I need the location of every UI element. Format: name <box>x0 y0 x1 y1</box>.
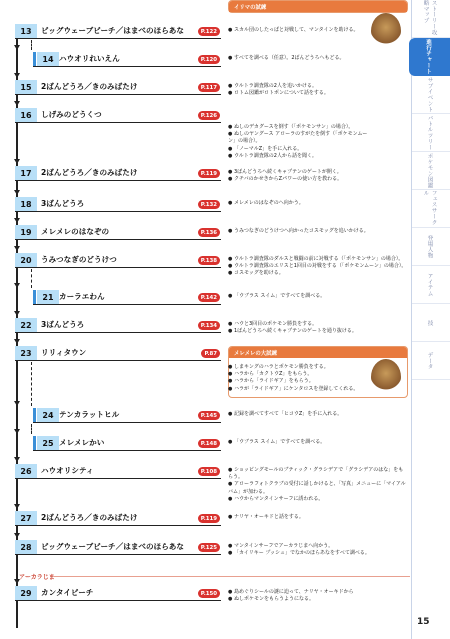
step-notes <box>228 439 408 446</box>
step-location: メレメレのはなぞの <box>41 227 110 236</box>
flow-arrow-icon <box>14 190 20 195</box>
flow-arrow-icon <box>14 401 20 406</box>
step-header <box>15 511 221 526</box>
step-note: ● 1ばんどうろへ続くキャプテンのゲートを通り抜ける。 <box>228 328 408 335</box>
pokemon-illustration <box>371 359 401 395</box>
flow-arrow-icon <box>14 246 20 251</box>
step-number <box>33 52 36 66</box>
page-ref-badge[interactable]: P.120 <box>198 55 220 64</box>
tab-characters[interactable]: 登場人物 <box>412 228 450 266</box>
flow-arrow-icon <box>14 429 20 434</box>
step-notes <box>228 467 408 503</box>
page-ref-badge[interactable]: P.119 <box>198 514 220 523</box>
flow-arrow-icon <box>14 101 20 106</box>
step-location: 3ばんどうろ <box>41 199 85 208</box>
step-header <box>15 346 221 361</box>
tab-items[interactable]: アイテム <box>412 266 450 304</box>
step-notes <box>228 83 408 97</box>
flow-arrow-icon <box>14 73 20 78</box>
flow-arrow-icon <box>14 339 20 344</box>
step-notes <box>228 514 408 521</box>
step-number-badge: 25 <box>37 436 59 450</box>
flow-arrow-icon <box>14 311 20 316</box>
step-header <box>33 52 221 67</box>
page-ref-badge[interactable]: P.87 <box>201 349 220 358</box>
step-location: テンカラットヒル <box>59 410 120 419</box>
step-number-badge: 21 <box>37 290 59 304</box>
flow-arrow-icon <box>14 283 20 288</box>
step-note: ● マンタインサーフでアーカラじまへ向かう。 <box>228 543 408 550</box>
page-ref-badge[interactable]: P.108 <box>198 467 220 476</box>
step-notes <box>228 293 408 300</box>
step-number-badge: 24 <box>37 408 59 422</box>
step-note: ● ぬしのデカグースを倒す（「ポケモンサン」の場合）。 <box>228 124 368 131</box>
page-ref-badge[interactable]: P.145 <box>198 411 220 420</box>
page-ref-badge[interactable]: P.148 <box>198 439 220 448</box>
page-ref-badge[interactable]: P.126 <box>198 111 220 120</box>
step-note: ● ロトム図鑑がロトポンについて話をする。 <box>228 90 408 97</box>
tab-moves[interactable]: 技 <box>412 304 450 342</box>
step-note: ● ハウからマンタインサーフに誘われる。 <box>228 496 408 503</box>
trial-box-title: メレメレの大試練 <box>229 347 407 358</box>
step-location: 2ばんどうろ／きのみばたけ <box>41 168 138 177</box>
step-location: ハウオリれいえん <box>59 54 120 63</box>
page-ref-badge[interactable]: P.136 <box>198 228 220 237</box>
step-location: リリィタウン <box>41 348 87 357</box>
step-notes <box>228 256 408 278</box>
step-number <box>33 290 36 304</box>
step-note: ● ハラから「カクトウZ」をもらう。 <box>228 371 368 378</box>
step-number-badge: 29 <box>15 586 37 600</box>
step-note: ● 「カイリキー プッシュ」でなかのほらあなをすべて調べる。 <box>228 550 408 557</box>
branch-dash-line <box>31 40 33 50</box>
step-header <box>33 290 221 305</box>
step-note: ● ウルトラ調査隊の2人から話を聞く。 <box>228 153 368 160</box>
step-header <box>15 253 221 268</box>
step-header <box>15 80 221 95</box>
step-note: ● ウルトラ調査隊のダルスと戦闘の前に対戦する（「ポケモンサン」の場合）。 <box>228 256 408 263</box>
step-note: ● 記録を調べてすべて「ヒコウZ」を手に入れる。 <box>228 411 408 418</box>
step-notes <box>228 169 408 183</box>
step-header <box>15 108 221 123</box>
step-notes <box>228 200 408 207</box>
step-location: 3ばんどうろ <box>41 320 85 329</box>
step-location: うみつなぎのどうけつ <box>41 255 117 264</box>
step-location: ビッグウェーブビーチ／はまべのほらあな <box>41 542 184 551</box>
step-number-badge: 20 <box>15 253 37 267</box>
step-notes <box>228 228 408 235</box>
step-number-badge: 27 <box>15 511 37 525</box>
step-notes <box>228 124 368 160</box>
step-notes <box>228 543 408 557</box>
step-location: メレメレかい <box>59 438 105 447</box>
trial-box-title: イリマの試練 <box>229 1 407 12</box>
step-note: ● コスモッグを助ける。 <box>228 270 408 277</box>
step-note: ● アローラフォトクラブの受付に話しかけると、「写真」メニューに「マイアルバム」が加わる。 <box>228 481 408 495</box>
branch-dash-line <box>31 424 33 434</box>
chapter-label: アーカラじま <box>19 574 55 581</box>
branch-dash-line <box>31 362 33 406</box>
page-ref-badge[interactable]: P.119 <box>198 169 220 178</box>
step-header <box>15 540 221 555</box>
page-ref-badge[interactable]: P.150 <box>198 589 220 598</box>
step-note: ● ぬしのヤングース アローラのすがたを倒す（「ポケモンムーン」の場合）。 <box>228 131 368 145</box>
chapter-divider <box>54 576 410 577</box>
page-ref-badge[interactable]: P.125 <box>198 543 220 552</box>
step-header <box>33 436 221 451</box>
step-number-badge: 18 <box>15 197 37 211</box>
step-header <box>15 24 221 39</box>
step-note: ● しまキングのハラとポケモン勝負をする。 <box>228 364 368 371</box>
step-note: ● クチバのかせきからZパワーの使い方を教わる。 <box>228 176 408 183</box>
step-number-badge: 16 <box>15 108 37 122</box>
step-number-badge: 23 <box>15 346 37 360</box>
step-note: ● ナリヤ・オーキドと話をする。 <box>228 514 408 521</box>
pokemon-illustration <box>371 13 401 49</box>
step-note: ● ショッピングモールのブティック・グラシデアで「グラシデアのはな」をもらう。 <box>228 467 408 481</box>
step-number-badge: 28 <box>15 540 37 554</box>
step-notes <box>228 321 408 335</box>
step-number-badge: 26 <box>15 464 37 478</box>
step-note: ● 3ばんどうろへ続くキャプテンのゲートが開く。 <box>228 169 408 176</box>
step-location: 2ばんどうろ／きのみばたけ <box>41 82 138 91</box>
tab-progress-chart[interactable]: 進行チャート <box>409 38 450 76</box>
step-note: ● ウルトラ調査隊のエリスと1回目の対戦をする（「ポケモンムーン」の場合）。 <box>228 263 408 270</box>
step-note: ● うみつなぎのどうけつへ向かったコスモッグを追いかける。 <box>228 228 408 235</box>
flow-arrow-icon <box>14 533 20 538</box>
step-header <box>15 166 221 181</box>
page-ref-badge[interactable]: P.132 <box>198 200 220 209</box>
step-note: ● ウルトラ調査隊の2人を追いかける。 <box>228 83 408 90</box>
step-note: ● 「ウブラス スイム」ですべてを調べる。 <box>228 293 408 300</box>
step-header <box>15 197 221 212</box>
flow-arrow-icon <box>14 45 20 50</box>
page-ref-badge[interactable]: P.142 <box>198 293 220 302</box>
step-note: ● すべてを調べる（任意）。2ばんどうろへもどる。 <box>228 55 408 62</box>
page-ref-badge[interactable]: P.138 <box>198 256 220 265</box>
step-location: しげみのどうくつ <box>41 110 102 119</box>
tab-festival-plaza[interactable]: フェスサークル <box>412 190 450 228</box>
step-note: ● ハラが「ライドギア」にケンタロスを登録してくれる。 <box>228 386 368 393</box>
page-ref-badge[interactable]: P.117 <box>198 83 220 92</box>
step-number-badge: 22 <box>15 318 37 332</box>
step-header <box>15 586 221 601</box>
tab-sub-events[interactable]: サブイベント <box>412 76 450 114</box>
step-number-badge: 15 <box>15 80 37 94</box>
step-header <box>15 464 221 479</box>
step-notes <box>228 55 408 62</box>
step-header <box>33 408 221 423</box>
step-note: ● 「ウブラス スイム」ですべてを調べる。 <box>228 439 408 446</box>
step-notes <box>228 364 368 393</box>
flow-arrow-icon <box>14 218 20 223</box>
step-note: ● ハウと3回目のポケモン勝負をする。 <box>228 321 408 328</box>
step-number-badge: 13 <box>15 24 37 38</box>
step-number-badge: 19 <box>15 225 37 239</box>
step-note: ● 「ノーマルZ」を手に入れる。 <box>228 146 368 153</box>
step-location: 2ばんどうろ／きのみばたけ <box>41 513 138 522</box>
step-number-badge: 17 <box>15 166 37 180</box>
step-note: ● スカル団のしたっぱと対戦して、マンタインを助ける。 <box>228 27 408 34</box>
tab-story-map[interactable]: ストーリー攻略マップ <box>412 0 450 38</box>
flow-arrow-icon <box>14 504 20 509</box>
step-location: ハウオリシティ <box>41 466 94 475</box>
trial-box <box>228 0 408 13</box>
step-header <box>15 225 221 240</box>
step-note: ● メレメレのはなぞのへ向かう。 <box>228 200 408 207</box>
flow-arrow-icon <box>14 457 20 462</box>
step-notes <box>228 411 408 418</box>
branch-dash-line <box>31 269 33 288</box>
step-note: ● ハラから「ライドギア」をもらう。 <box>228 378 368 385</box>
step-location: ビッグウェーブビーチ／はまべのほらあな <box>41 26 184 35</box>
step-location: カンタイビーチ <box>41 588 94 597</box>
tab-data[interactable]: データ <box>412 342 450 380</box>
step-note: ● ぬしポケモンをもらうようになる。 <box>228 596 408 603</box>
section-tabs <box>411 0 450 639</box>
step-note: ● 島めぐりシールの謎に迫って、ナリヤ・オーキドから <box>228 589 408 596</box>
step-location: カーラエわん <box>59 292 105 301</box>
step-number-badge: 14 <box>37 52 59 66</box>
step-number <box>33 436 36 450</box>
step-notes <box>228 589 408 603</box>
step-header <box>15 318 221 333</box>
page-ref-badge[interactable]: P.134 <box>198 321 220 330</box>
step-number <box>33 408 36 422</box>
flow-arrow-icon <box>14 159 20 164</box>
page-number: 15 <box>417 617 430 627</box>
tab-pokedex[interactable]: ポケモン図鑑 <box>412 152 450 190</box>
tab-battle-tree[interactable]: バトルツリー <box>412 114 450 152</box>
page-ref-badge[interactable]: P.122 <box>198 27 220 36</box>
